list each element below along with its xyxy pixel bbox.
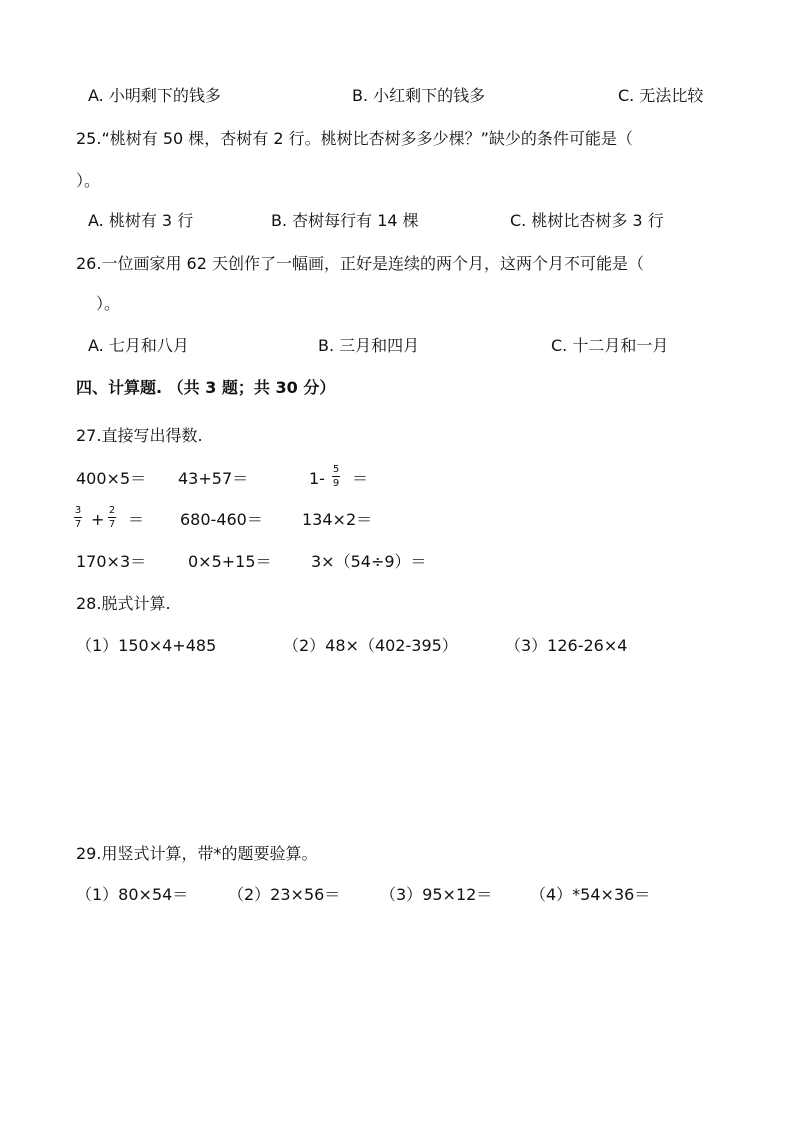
q29-problem-3: （3）95×12＝ — [380, 885, 493, 904]
q27-item: 43+57＝ — [178, 469, 249, 488]
fraction-numerator: 2 — [108, 505, 116, 516]
q29-problem-4: （4）*54×36＝ — [530, 885, 651, 904]
fraction-numerator: 3 — [74, 505, 82, 516]
q28-problem-1: （1）150×4+485 — [76, 636, 217, 655]
fraction-bar — [74, 517, 82, 518]
q28-problem-3: （3）126-26×4 — [505, 636, 628, 655]
q27-item-prefix: 1- — [309, 469, 325, 488]
q26-question-line2: ）。 — [96, 294, 121, 313]
q25-option-a: A. 桃树有 3 行 — [88, 211, 194, 230]
q26-option-c: C. 十二月和一月 — [551, 336, 669, 355]
q28-problem-2: （2）48×（402-395） — [283, 636, 458, 655]
q24-option-a: A. 小明剩下的钱多 — [88, 86, 221, 105]
fraction-denominator: 7 — [74, 519, 82, 530]
fraction — [332, 464, 340, 489]
q27-item: 170×3＝ — [76, 552, 147, 571]
section-heading: 四、计算题. （共 3 题；共 30 分） — [76, 378, 336, 397]
q26-option-b: B. 三月和四月 — [318, 336, 420, 355]
q28-title: 28.脱式计算. — [76, 594, 171, 613]
fraction — [74, 505, 82, 530]
q27-item: 0×5+15＝ — [188, 552, 272, 571]
q29-problem-1: （1）80×54＝ — [76, 885, 189, 904]
q27-item: 680-460＝ — [180, 510, 263, 529]
fraction-numerator: 5 — [332, 464, 340, 475]
q25-question-line1: 25.“桃树有 50 棵，杏树有 2 行。桃树比杏树多多少棵？”缺少的条件可能是（ — [76, 129, 633, 148]
q27-item: 3×（54÷9）＝ — [311, 552, 427, 571]
q27-item-suffix: ＝ — [352, 469, 369, 488]
fraction — [108, 505, 116, 530]
q27-item-suffix: ＝ — [128, 510, 145, 529]
q25-question-line2: ）。 — [76, 171, 101, 190]
q27-item: 400×5＝ — [76, 469, 147, 488]
q29-problem-2: （2）23×56＝ — [228, 885, 341, 904]
q24-option-c: C. 无法比较 — [618, 86, 704, 105]
q25-option-c: C. 桃树比杏树多 3 行 — [510, 211, 664, 230]
fraction-bar — [108, 517, 116, 518]
q27-title: 27.直接写出得数. — [76, 426, 203, 445]
q26-option-a: A. 七月和八月 — [88, 336, 189, 355]
plus-sign: + — [91, 510, 105, 529]
fraction-bar — [332, 476, 340, 477]
fraction-denominator: 7 — [108, 519, 116, 530]
q29-title: 29.用竖式计算，带*的题要验算。 — [76, 844, 318, 863]
fraction-denominator: 9 — [332, 478, 340, 489]
q26-question-line1: 26.一位画家用 62 天创作了一幅画，正好是连续的两个月，这两个月不可能是（ — [76, 254, 644, 273]
q24-option-b: B. 小红剩下的钱多 — [352, 86, 486, 105]
q25-option-b: B. 杏树每行有 14 棵 — [271, 211, 419, 230]
q27-item: 134×2＝ — [302, 510, 373, 529]
